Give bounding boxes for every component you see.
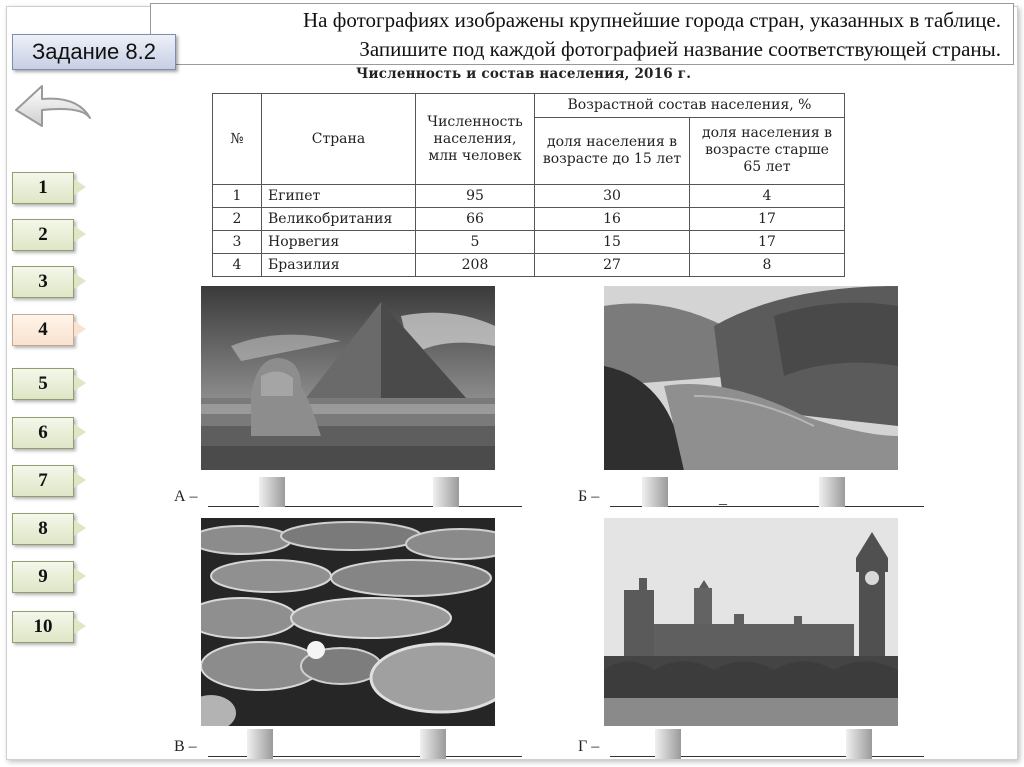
nav-button-5[interactable]: 5 xyxy=(12,368,74,400)
cell-over65: 8 xyxy=(690,254,845,277)
gradient-marker xyxy=(655,729,681,759)
cell-population: 208 xyxy=(416,254,535,277)
header-over65: доля населения в возрасте старше 65 лет xyxy=(690,117,845,184)
pyramid-sphinx-photo xyxy=(201,286,495,470)
underscore-mark: _ xyxy=(719,490,727,507)
cell-over65: 17 xyxy=(690,208,845,231)
cell-over65: 4 xyxy=(690,185,845,208)
nav-button-1[interactable]: 1 xyxy=(12,172,74,204)
table-row xyxy=(213,231,845,254)
gradient-marker xyxy=(247,729,273,759)
gradient-marker xyxy=(819,477,845,507)
nav-button-8[interactable]: 8 xyxy=(12,513,74,545)
table-header-row xyxy=(213,94,845,118)
table-row xyxy=(213,185,845,208)
task-label: Задание 8.2 xyxy=(12,34,176,70)
cell-num: 4 xyxy=(213,254,262,277)
gradient-marker xyxy=(846,729,872,759)
nav-button-3[interactable]: 3 xyxy=(12,266,74,298)
gradient-marker xyxy=(259,477,285,507)
nav-button-9[interactable]: 9 xyxy=(12,561,74,593)
table-title: Численность и состав населения, 2016 г. xyxy=(356,66,692,82)
cell-under15: 15 xyxy=(535,231,690,254)
gradient-marker xyxy=(420,729,446,759)
population-table xyxy=(212,93,845,277)
nav-button-4[interactable]: 4 xyxy=(12,314,74,346)
instruction-line-1: На фотографиях изображены крупнейшие города стран, указанных в таблице. xyxy=(303,8,1001,32)
header-num: № xyxy=(213,94,262,185)
nav-button-6[interactable]: 6 xyxy=(12,417,74,449)
answer-label-b: Б – xyxy=(578,488,600,505)
answer-label-d: Г – xyxy=(578,738,600,755)
table-row xyxy=(213,254,845,277)
cell-country: Египет xyxy=(262,185,416,208)
answer-label-c: В – xyxy=(174,738,197,755)
cell-country: Бразилия xyxy=(262,254,416,277)
cell-over65: 17 xyxy=(690,231,845,254)
gradient-marker xyxy=(642,477,668,507)
header-country: Страна xyxy=(262,94,416,185)
big-ben-parliament-photo xyxy=(604,518,898,726)
cell-country: Великобритания xyxy=(262,208,416,231)
cell-population: 95 xyxy=(416,185,535,208)
instruction-box xyxy=(150,3,1014,65)
header-under15: доля населения в возрасте до 15 лет xyxy=(535,117,690,184)
cell-num: 2 xyxy=(213,208,262,231)
cell-under15: 27 xyxy=(535,254,690,277)
nav-button-2[interactable]: 2 xyxy=(12,219,74,251)
nav-button-7[interactable]: 7 xyxy=(12,465,74,497)
header-age-group: Возрастной состав населения, % xyxy=(535,94,845,118)
answer-line-a[interactable] xyxy=(208,506,522,507)
cell-num: 3 xyxy=(213,231,262,254)
back-arrow-icon[interactable] xyxy=(12,80,98,142)
answer-label-a: А – xyxy=(174,488,198,505)
cell-under15: 16 xyxy=(535,208,690,231)
header-population: Численность населения, млн человек xyxy=(416,94,535,185)
water-lilies-photo xyxy=(201,518,495,726)
table-row xyxy=(213,208,845,231)
nav-button-10[interactable]: 10 xyxy=(12,611,74,643)
gradient-marker xyxy=(433,477,459,507)
instruction-line-2: Запишите под каждой фотографией название соответствующей страны. xyxy=(359,37,1001,61)
cell-under15: 30 xyxy=(535,185,690,208)
cell-population: 66 xyxy=(416,208,535,231)
cell-num: 1 xyxy=(213,185,262,208)
fjord-photo xyxy=(604,286,898,470)
cell-country: Норвегия xyxy=(262,231,416,254)
cell-population: 5 xyxy=(416,231,535,254)
